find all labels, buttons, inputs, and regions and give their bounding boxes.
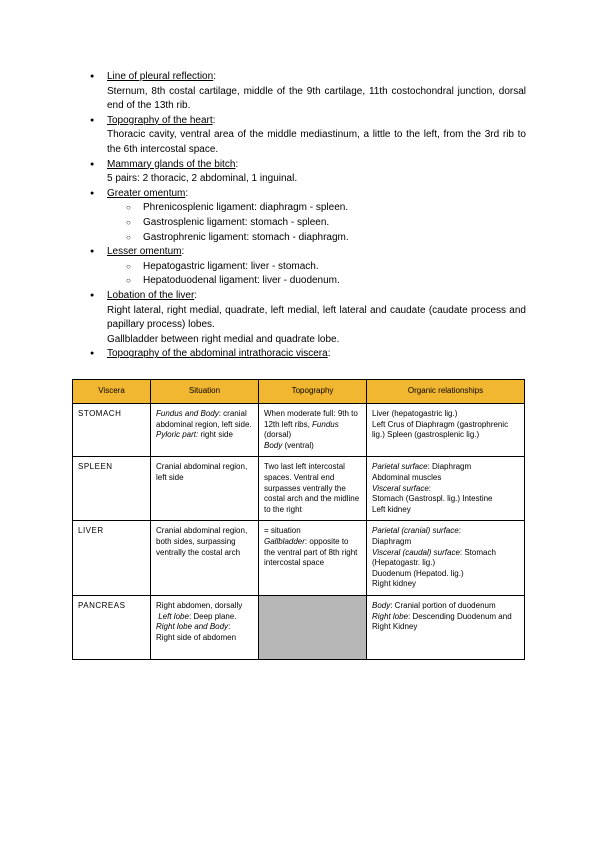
column-header-viscera: Viscera [73, 380, 151, 404]
column-header-situation: Situation [151, 380, 259, 404]
cell-topography: When moderate full: 9th to 12th left ribs, Fundus (dorsal) Body (ventral) [259, 404, 367, 457]
sublist-item: ○ Gastrophrenic ligament: stomach - diaphragm. [126, 231, 526, 246]
cell-relationships: Parietal (cranial) surface: Diaphragm Visceral (caudal) surface: Stomach (Hepatogastr. lig.) Duodenum (Hepatod. lig.) Right kidney [367, 521, 525, 596]
table-header-row [73, 380, 525, 404]
heading-heart-topography: Topography of the heart [107, 114, 213, 126]
heading-pleural-reflection: Line of pleural reflection [107, 71, 214, 82]
sublist-item: ○ Hepatoduodenal ligament: liver - duodenum. [126, 274, 526, 289]
text-liver-lobation: Right lateral, right medial, quadrate, left medial, left lateral and caudate (caudate process and papillary process) lobes. [107, 304, 526, 331]
list-item-lesser-omentum: ● Lesser omentum: ○ Hepatogastric ligament: liver - stomach. ○ Hepatoduodenal ligament: liver - duodenum. [90, 245, 526, 289]
heading-abdominal-viscera: Topography of the abdominal intrathoracic viscera [107, 348, 328, 360]
text-pleural-reflection: Sternum, 8th costal cartilage, middle of the 9th cartilage, 11th costochondral junction, dorsal end of the 13th rib. [107, 85, 526, 112]
text-mammary-glands: 5 pairs: 2 thoracic, 2 abdominal, 1 inguinal. [107, 173, 298, 185]
list-item-heart-topography: ● Topography of the heart: Thoracic cavity, ventral area of the middle mediastinum, a little to the left, from the 3rd rib to the 6th intercostal space. [90, 114, 526, 158]
cell-relationships: Body: Cranial portion of duodenum Right lobe: Descending Duodenum and Right Kidney [367, 595, 525, 659]
cell-viscera: LIVER [73, 521, 151, 596]
text-heart-topography: Thoracic cavity, ventral area of the middle mediastinum, a little to the left, from the 3rd rib to the 6th intercostal space. [107, 129, 526, 155]
table-row-pancreas [73, 595, 525, 659]
column-header-relationships: Organic relationships [367, 380, 525, 404]
cell-situation: Right abdomen, dorsally Left lobe: Deep plane. Right lobe and Body: Right side of abdomen [151, 595, 259, 659]
sublist-item: ○ Phrenicosplenic ligament: diaphragm - spleen. [126, 201, 526, 216]
cell-situation: Cranial abdominal region, both sides, surpassing ventrally the costal arch [151, 521, 259, 596]
cell-topography: = situation Gallbladder: opposite to the ventral part of 8th right intercostal space [259, 521, 367, 596]
cell-topography-empty [259, 595, 367, 659]
heading-mammary-glands: Mammary glands of the bitch [107, 158, 236, 170]
list-item-greater-omentum: ● Greater omentum: ○ Phrenicosplenic ligament: diaphragm - spleen. ○ Gastrosplenic ligament: stomach - spleen. ○ Gastrophrenic ligament: stomach - diaphragm. [90, 187, 526, 245]
heading-lesser-omentum: Lesser omentum [107, 246, 182, 258]
lesser-omentum-sublist [107, 260, 526, 289]
list-item-liver-lobation: ● Lobation of the liver: Right lateral, right medial, quadrate, left medial, left lateral and caudate (caudate process and papillary process) lobes. Gallbladder between right medial and quadrate lobe. [90, 289, 526, 347]
cell-relationships: Parietal surface: Diaphragm Abdominal muscles Visceral surface: Stomach (Gastrospl. lig.) Intestine Left kidney [367, 457, 525, 521]
cell-situation: Cranial abdominal region, left side [151, 457, 259, 521]
cell-situation: Fundus and Body: cranial abdominal region, left side. Pyloric part: right side [151, 404, 259, 457]
notes-list [90, 70, 526, 362]
table-row-stomach [73, 404, 525, 457]
cell-viscera: STOMACH [73, 404, 151, 457]
text-gallbladder: Gallbladder between right medial and quadrate lobe. [107, 333, 340, 345]
heading-greater-omentum: Greater omentum [107, 187, 186, 199]
column-header-topography: Topography [259, 380, 367, 404]
cell-viscera: SPLEEN [73, 457, 151, 521]
sublist-item: ○ Hepatogastric ligament: liver - stomach. [126, 260, 526, 275]
greater-omentum-sublist [107, 201, 526, 245]
viscera-table [72, 379, 525, 660]
list-item-abdominal-viscera: ● Topography of the abdominal intrathoracic viscera: [90, 347, 526, 362]
cell-relationships: Liver (hepatogastric lig.) Left Crus of Diaphragm (gastrophrenic lig.) Spleen (gastrosplenic lig.) [367, 404, 525, 457]
table-row-spleen [73, 457, 525, 521]
heading-liver-lobation: Lobation of the liver [107, 289, 195, 301]
cell-viscera: PANCREAS [73, 595, 151, 659]
cell-topography: Two last left intercostal spaces. Ventral end surpasses ventrally the costal arch and the midline to the right [259, 457, 367, 521]
list-item-pleural-reflection: ● Line of pleural reflection: Sternum, 8th costal cartilage, middle of the 9th cartilage, 11th costochondral junction, dorsal end of the 13th rib. [90, 70, 526, 114]
table-row-liver [73, 521, 525, 596]
list-item-mammary-glands: ● Mammary glands of the bitch: 5 pairs: 2 thoracic, 2 abdominal, 1 inguinal. [90, 158, 526, 187]
sublist-item: ○ Gastrosplenic ligament: stomach - spleen. [126, 216, 526, 231]
